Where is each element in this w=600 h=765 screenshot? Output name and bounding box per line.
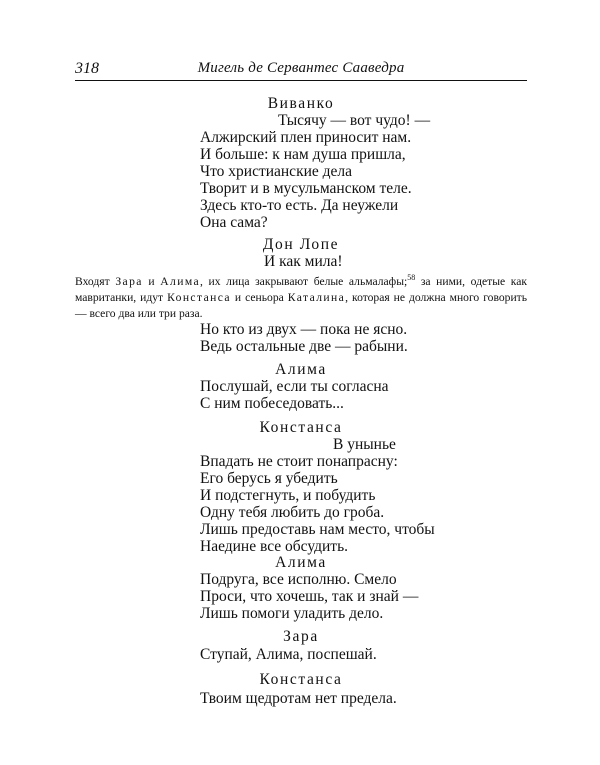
speaker-name: Алима	[275, 554, 327, 571]
verse-line: Лишь предоставь нам место, чтобы	[200, 521, 435, 538]
verse-line: Ступай, Алима, поспешай.	[200, 646, 377, 663]
character-name: Алима	[160, 274, 201, 288]
verse-line: Алжирский плен приносит нам.	[200, 129, 412, 146]
verse-line: Подруга, все исполню. Смело	[200, 571, 397, 588]
verse-line: Послушай, если ты согласна	[200, 378, 389, 395]
verse-line: И как мила!	[264, 253, 343, 270]
verse-line: Но кто из двух — пока не ясно.	[200, 321, 408, 338]
verse-line: Наедине все обсудить.	[200, 538, 349, 555]
verse-line: Творит и в мусульманском теле.	[200, 180, 412, 197]
verse-line: Что христианские дела	[200, 163, 353, 180]
character-name: Зара	[115, 274, 143, 288]
verse-line: Одну тебя любить до гроба.	[200, 504, 385, 521]
verse-line: В унынье	[333, 436, 396, 453]
header-rule	[75, 80, 527, 81]
verse-line: Проси, что хочешь, так и знай —	[200, 588, 419, 605]
verse-line: Его берусь я убедить	[200, 470, 338, 487]
stage-direction: Входят Зара и Алима, их лица закрывают белые альмалафы;$^{58}$ за ними, одетые как мавританки, идут Констанса и сеньора Каталина, которая не должна много говорить — всего два или три раза.	[75, 273, 527, 320]
speaker-name: Виванко	[267, 95, 335, 112]
page-header	[75, 60, 527, 80]
verse-line: Она сама?	[200, 214, 268, 231]
verse-line: Тысячу — вот чудо! —	[278, 112, 431, 129]
verse-line: Здесь кто-то есть. Да неужели	[200, 197, 399, 214]
verse-line: С ним побеседовать...	[200, 395, 344, 412]
character-name: Каталина	[287, 290, 346, 304]
verse-line: И больше: к нам душа пришла,	[200, 146, 406, 163]
page-number: 318	[75, 60, 99, 77]
speaker-name: Констанса	[259, 419, 343, 436]
speaker-name: Алима	[275, 361, 327, 378]
verse-line: Ведь остальные две — рабыни.	[200, 338, 408, 355]
verse-line: Впадать не стоит понапрасну:	[200, 453, 398, 470]
verse-line: И подстегнуть, и побудить	[200, 487, 376, 504]
speaker-name: Зара	[283, 628, 319, 645]
verse-line: Лишь помоги уладить дело.	[200, 605, 384, 622]
speaker-name: Констанса	[259, 671, 343, 688]
speaker-name: Дон Лопе	[262, 236, 340, 253]
running-title: Мигель де Сервантес Сааведра	[197, 60, 405, 76]
character-name: Констанса	[167, 290, 231, 304]
footnote-marker: 58	[407, 273, 416, 282]
verse-line: Твоим щедротам нет предела.	[200, 690, 397, 707]
